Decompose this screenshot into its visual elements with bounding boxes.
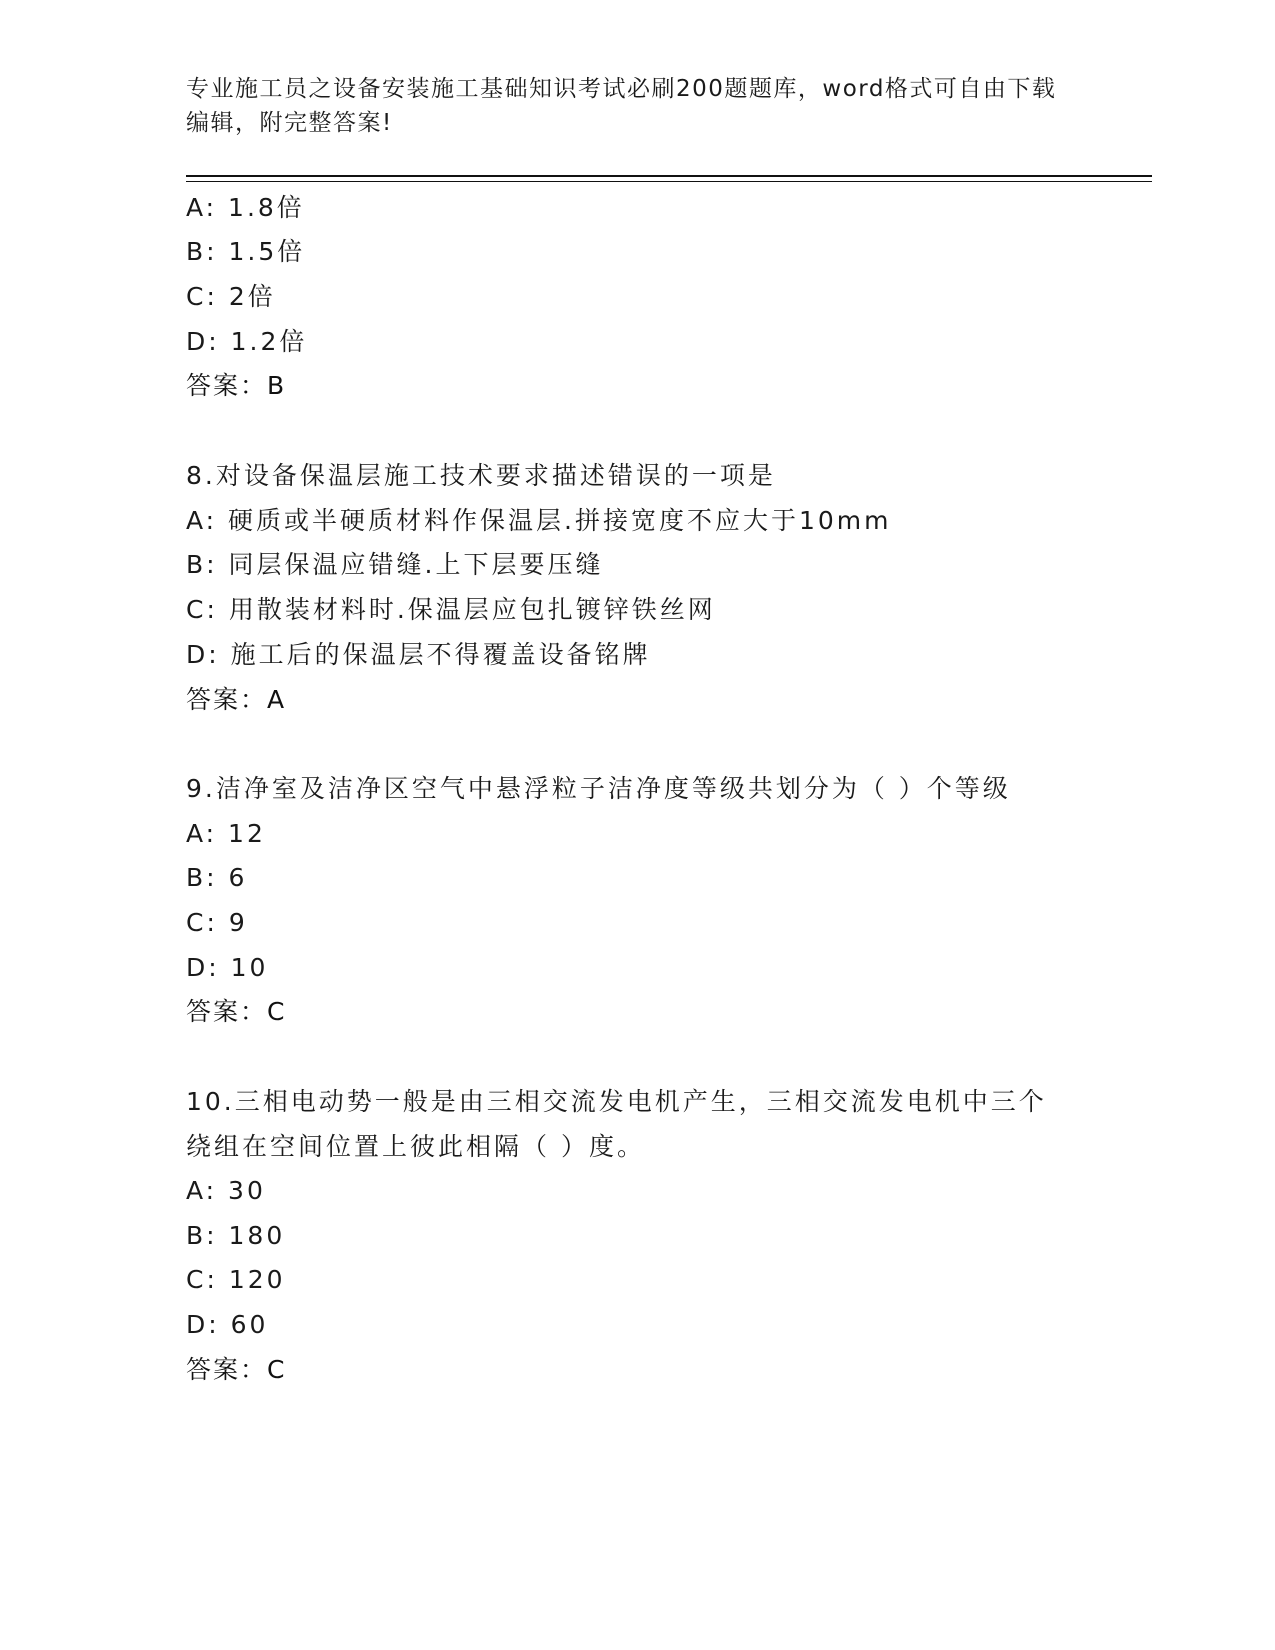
q10-question-line1: 10.三相电动势一般是由三相交流发电机产生，三相交流发电机中三个: [186, 1087, 1047, 1116]
q7-answer: 答案：B: [186, 371, 287, 400]
q10-option-a: A: 30: [186, 1176, 266, 1205]
q7-option-a: A: 1.8倍: [186, 193, 305, 222]
header-divider-thick: [186, 175, 1152, 177]
header-divider-thin: [186, 181, 1152, 182]
q8-option-b: B: 同层保温应错缝.上下层要压缝: [186, 550, 604, 579]
q9-option-d: D: 10: [186, 953, 269, 982]
q8-answer: 答案：A: [186, 685, 287, 714]
q8-question: 8.对设备保温层施工技术要求描述错误的一项是: [186, 461, 776, 490]
q9-answer: 答案：C: [186, 997, 287, 1026]
q10-option-d: D: 60: [186, 1310, 269, 1339]
q9-question: 9.洁净室及洁净区空气中悬浮粒子洁净度等级共划分为（ ）个等级: [186, 774, 1011, 803]
q8-option-a: A: 硬质或半硬质材料作保温层.拼接宽度不应大于10mm: [186, 506, 892, 535]
q7-option-b: B: 1.5倍: [186, 237, 306, 266]
q7-option-d: D: 1.2倍: [186, 327, 308, 356]
q9-option-c: C: 9: [186, 908, 248, 937]
q9-option-a: A: 12: [186, 819, 266, 848]
q10-question-line2: 绕组在空间位置上彼此相隔（ ）度。: [186, 1132, 645, 1161]
q9-option-b: B: 6: [186, 863, 248, 892]
document-header: 专业施工员之设备安装施工基础知识考试必刷200题题库，word格式可自由下载编辑，附完整答案!: [186, 76, 1057, 136]
q10-answer: 答案：C: [186, 1355, 287, 1384]
q8-option-c: C: 用散装材料时.保温层应包扎镀锌铁丝网: [186, 595, 716, 624]
q8-option-d: D: 施工后的保温层不得覆盖设备铭牌: [186, 640, 651, 669]
q10-option-c: C: 120: [186, 1265, 286, 1294]
q10-option-b: B: 180: [186, 1221, 286, 1250]
q7-option-c: C: 2倍: [186, 282, 276, 311]
